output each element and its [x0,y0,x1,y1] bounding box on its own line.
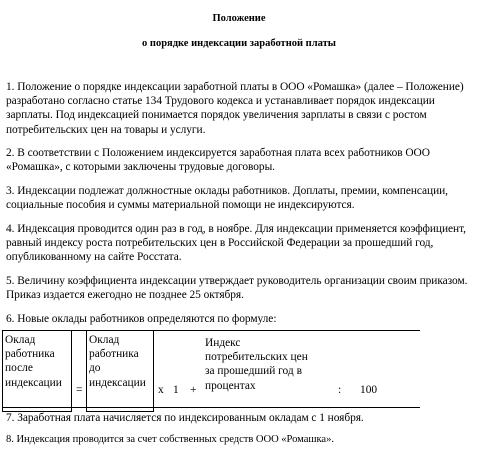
paragraph-4: 4. Индексация проводится один раз в год, в ноябре. Для индексации применяется коэффициент, равный индексу роста потребительских цен в Российской Федерации за прошедший год, опубликованному на сайте Росстата. [6,223,466,264]
paragraph-8: 8. Индексация проводится за счет собственных средств ООО «Ромашка». [6,434,334,445]
document-title: Положение [212,13,266,24]
formula-bottom-rule [2,407,420,408]
document-subtitle: о порядке индексации заработной платы [142,38,336,49]
formula-box-new-salary: Оклад работника после индексации [2,330,72,412]
paragraph-6: 6. Новые оклады работников определяются по формуле: [6,313,277,325]
paragraph-5: 5. Величину коэффициента индексации утверждает руководитель организации своим приказом. Приказ издается ежегодно не позднее 25 октября. [6,275,468,302]
paragraph-2: 2. В соответствии с Положением индексируется заработная плата всех работников ООО «Ромашка», с которыми заключены трудовые договоры. [6,147,430,174]
formula-index-text: Индекс потребительских цен за прошедший год в процентах [205,337,308,392]
formula-divide: : [338,384,342,396]
paragraph-3: 3. Индексации подлежат должностные оклады работников. Доплаты, премии, компенсации, социальные пособия и суммы материальной помощи не индексируются. [6,185,448,212]
formula-equals: = [76,384,83,396]
formula-plus: + [190,384,197,396]
formula-times: x [158,384,164,396]
formula-one: 1 [173,384,179,396]
paragraph-7: 7. Заработная плата начисляется по индексированным окладам с 1 ноября. [6,412,364,424]
formula-box-old-salary: Оклад работника до индексации [86,330,154,412]
formula-hundred: 100 [360,384,378,396]
paragraph-1: 1. Положение о порядке индексации заработной платы в ООО «Ромашка» (далее – Положение) разработано согласно статье 134 Трудового кодекса и устанавливает порядок индексации зарплаты. Под индексацией понимается порядок увеличения зарплаты в связи с ростом потребительских цен на товары и услуги. [6,81,464,136]
